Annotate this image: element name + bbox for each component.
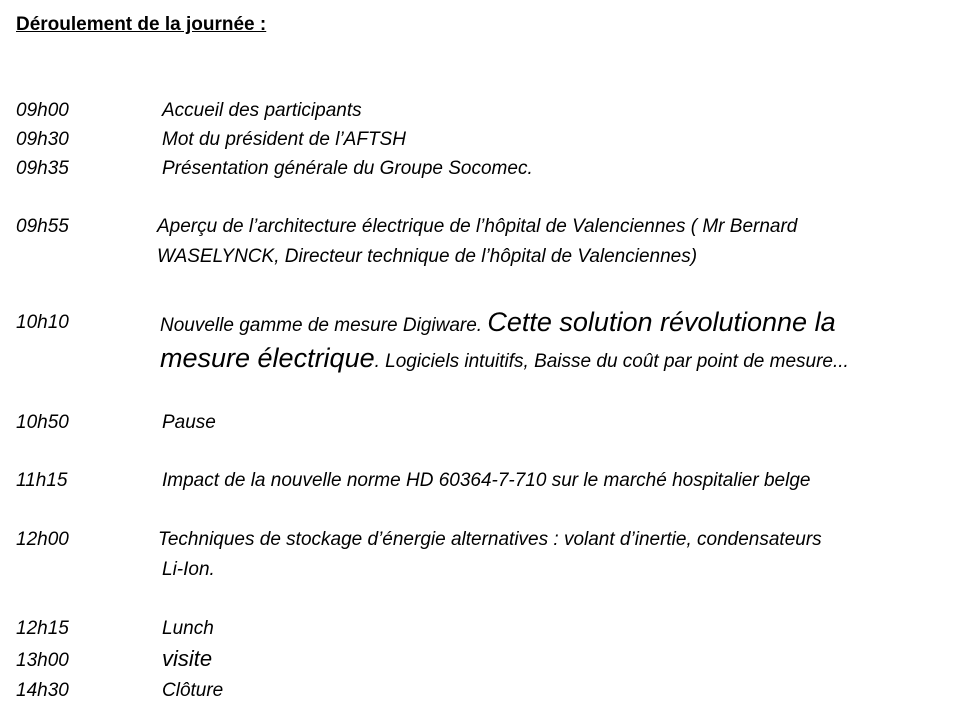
agenda-text-normal-continued: . Logiciels intuitifs, Baisse du coût par point de mesure...: [374, 351, 849, 372]
agenda-time: 09h00: [16, 100, 69, 121]
agenda-text-normal: Nouvelle gamme de mesure Digiware.: [160, 315, 488, 336]
agenda-time: 09h30: [16, 129, 69, 150]
agenda-text-continued: WASELYNCK, Directeur technique de l’hôpital de Valenciennes): [157, 246, 698, 267]
agenda-time: 12h15: [16, 618, 69, 639]
agenda-text: Impact de la nouvelle norme HD 60364-7-710 sur le marché hospitalier belge: [162, 470, 811, 491]
agenda-text: Pause: [162, 412, 216, 433]
agenda-time: 13h00: [16, 650, 69, 671]
agenda-text: Présentation générale du Groupe Socomec.: [162, 158, 533, 179]
agenda-text: Aperçu de l’architecture électrique de l’hôpital de Valenciennes ( Mr Bernard: [157, 216, 798, 237]
agenda-text-continued: Li-Ion.: [162, 559, 215, 580]
agenda-text-emphasis: Cette solution révolutionne la: [487, 307, 836, 337]
agenda-text-continued: [160, 343, 849, 377]
agenda-time: 14h30: [16, 680, 69, 701]
agenda-time: 09h55: [16, 216, 69, 237]
agenda-text: Techniques de stockage d’énergie alternatives : volant d’inertie, condensateurs: [158, 529, 822, 550]
agenda-text: visite: [162, 646, 213, 671]
agenda-text: Accueil des participants: [162, 100, 362, 121]
agenda-text: Lunch: [162, 618, 214, 639]
page-title: Déroulement de la journée :: [16, 14, 267, 35]
agenda-time: 11h15: [16, 470, 68, 491]
agenda-text: [160, 307, 836, 341]
agenda-text-emphasis-continued: mesure électrique: [160, 343, 375, 373]
agenda-text: Mot du président de l’AFTSH: [162, 129, 406, 150]
agenda-time: 10h10: [16, 312, 69, 333]
agenda-time: 12h00: [16, 529, 69, 550]
agenda-text: Clôture: [162, 680, 224, 701]
agenda-time: 09h35: [16, 158, 69, 179]
agenda-time: 10h50: [16, 412, 69, 433]
